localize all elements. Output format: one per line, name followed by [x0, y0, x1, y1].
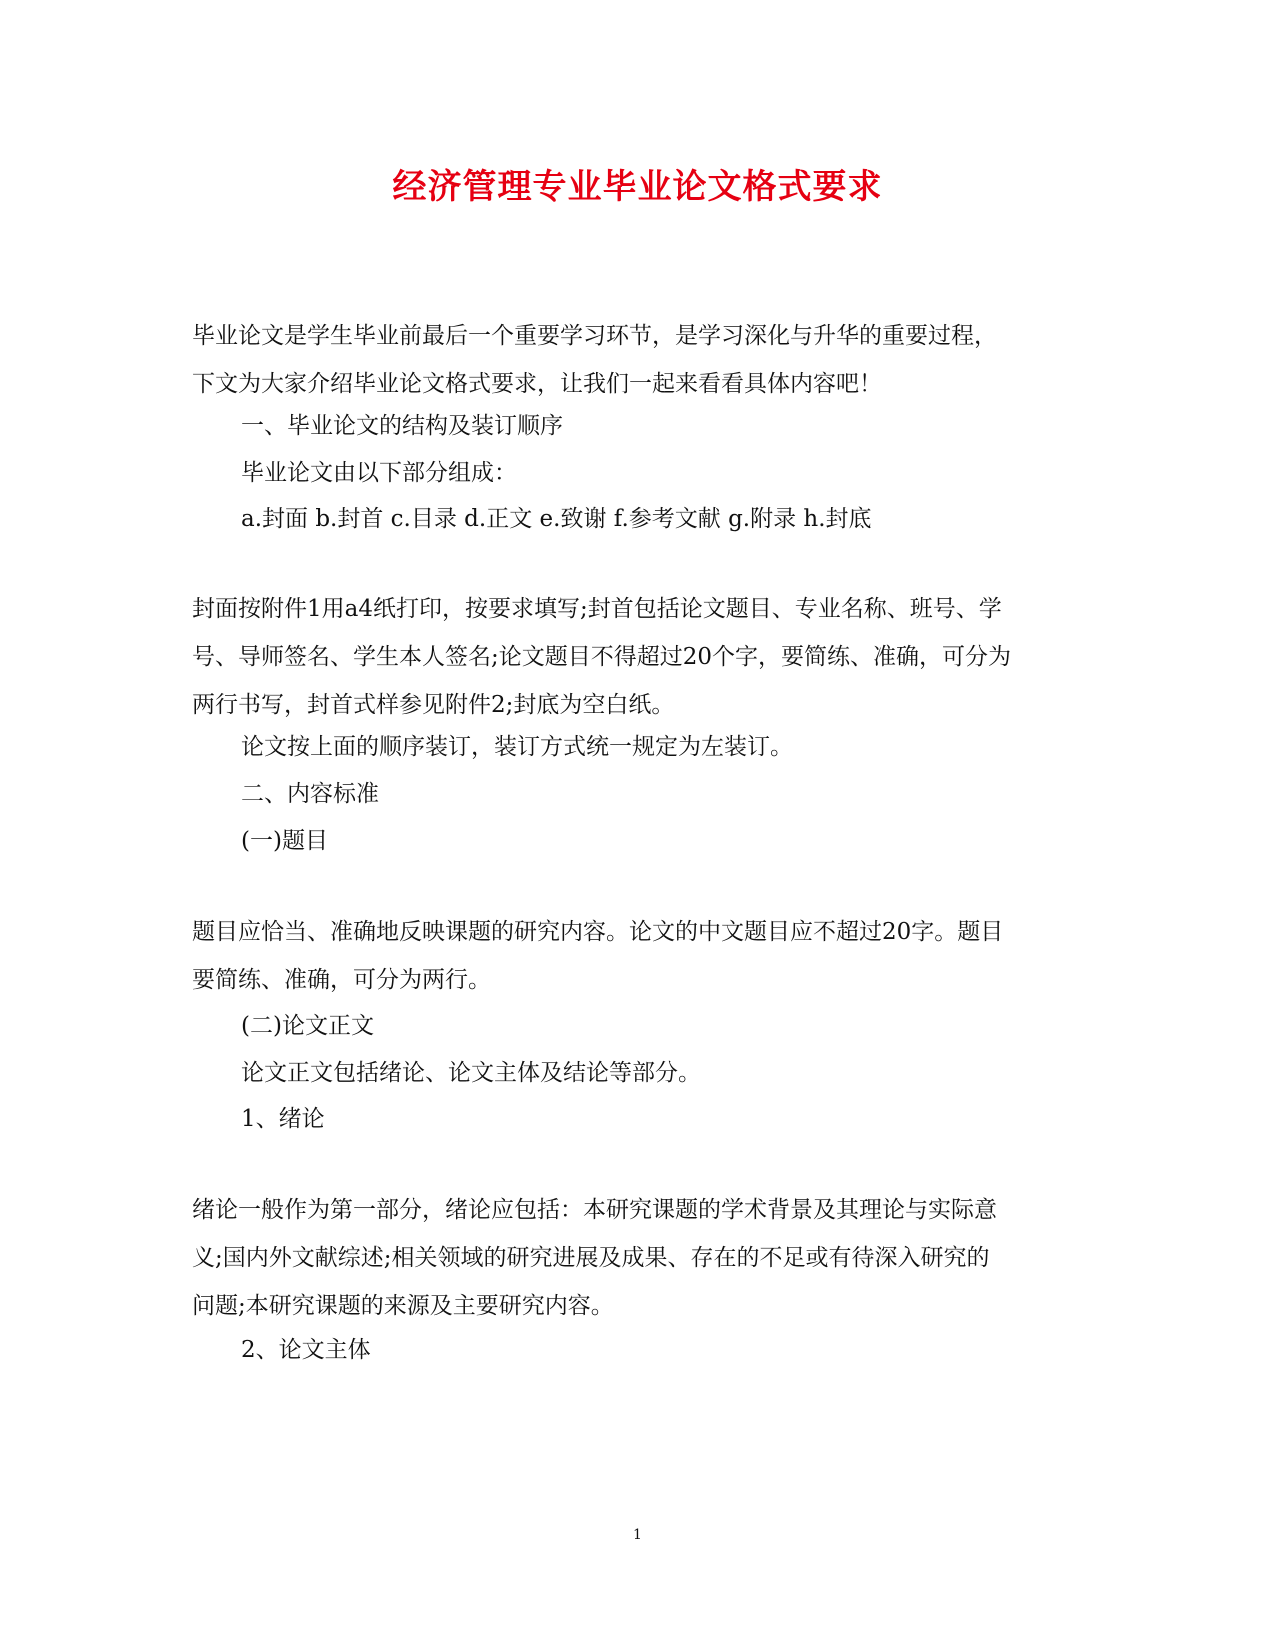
cover-line-3: 两行书写，封首式样参见附件2;封底为空白纸。 — [192, 692, 675, 718]
body-intro: 论文正文包括绪论、论文主体及结论等部分。 — [241, 1060, 701, 1086]
cover-line-2: 号、导师签名、学生本人签名;论文题目不得超过20个字，要简练、准确，可分为 — [192, 644, 1012, 670]
composition-intro: 毕业论文由以下部分组成： — [241, 460, 517, 486]
intro-section-paragraph — [192, 1186, 1092, 1330]
composition-list: a.封面 b.封首 c.目录 d.正文 e.致谢 f.参考文献 g.附录 h.封底 — [241, 506, 872, 532]
subsection1-heading: (一)题目 — [241, 828, 328, 854]
subsection2-heading: (二)论文正文 — [241, 1013, 374, 1039]
document-title: 经济管理专业毕业论文格式要求 — [392, 167, 883, 207]
item2-heading: 2、论文主体 — [241, 1337, 371, 1363]
cover-line-1: 封面按附件1用a4纸打印，按要求填写;封首包括论文题目、专业名称、班号、学 — [192, 596, 1002, 622]
section2-heading: 二、内容标准 — [241, 781, 379, 807]
intro-paragraph — [192, 312, 1092, 408]
intro-line-2: 下文为大家介绍毕业论文格式要求，让我们一起来看看具体内容吧！ — [192, 371, 882, 397]
section1-heading: 一、毕业论文的结构及装订顺序 — [241, 413, 563, 439]
title-line-2: 要简练、准确，可分为两行。 — [192, 967, 491, 993]
title-line-1: 题目应恰当、准确地反映课题的研究内容。论文的中文题目应不超过20字。题目 — [192, 919, 1004, 945]
intro-line-1: 毕业论文是学生毕业前最后一个重要学习环节，是学习深化与升华的重要过程， — [192, 323, 997, 349]
intro-section-line-3: 问题;本研究课题的来源及主要研究内容。 — [192, 1293, 614, 1319]
item1-heading: 1、绪论 — [241, 1106, 325, 1132]
title-paragraph — [192, 908, 1092, 1004]
binding-paragraph: 论文按上面的顺序装订，装订方式统一规定为左装订。 — [241, 734, 793, 760]
intro-section-line-2: 义;国内外文献综述;相关领域的研究进展及成果、存在的不足或有待深入研究的 — [192, 1245, 990, 1271]
page-number: 1 — [633, 1527, 642, 1543]
intro-section-line-1: 绪论一般作为第一部分，绪论应包括：本研究课题的学术背景及其理论与实际意 — [192, 1197, 997, 1223]
cover-paragraph — [192, 585, 1092, 729]
